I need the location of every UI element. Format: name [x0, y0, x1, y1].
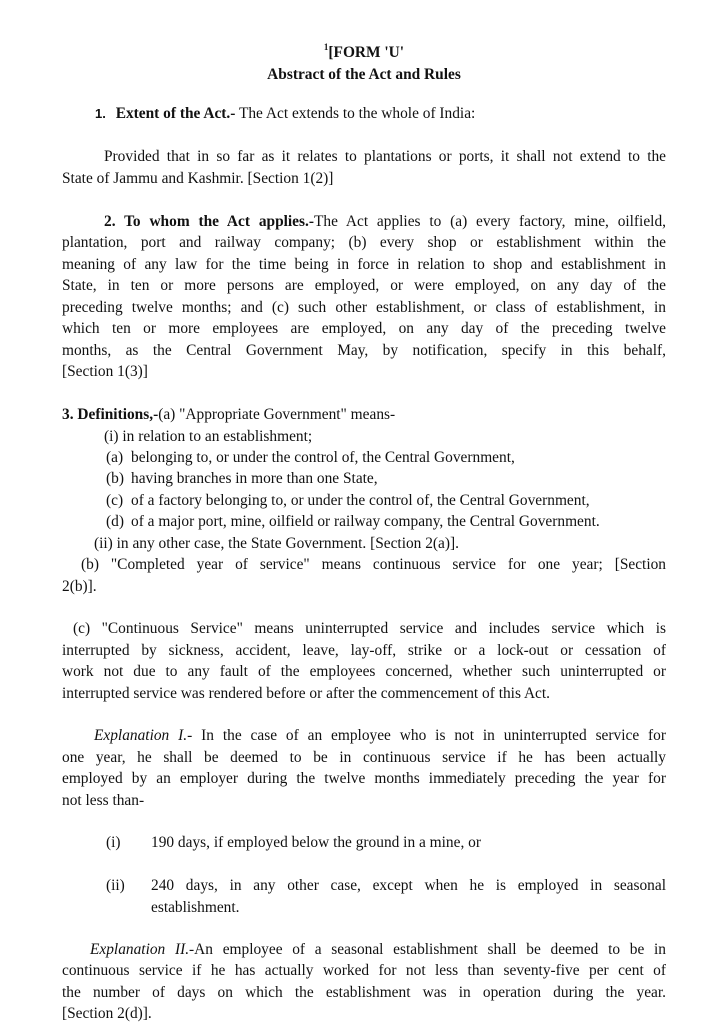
explanation-1-line-1-text: In the case of an employee who is not in uninterrupted service for [192, 727, 666, 744]
definition-a-i: (i) in relation to an establishment; [104, 428, 313, 445]
list-text-d: of a major port, mine, oilfield or railway company, the Central Government. [131, 513, 600, 530]
definition-c-line-4: interrupted service was rendered before or after the commencement of this Act. [62, 685, 551, 702]
definition-a-ii: (ii) in any other case, the State Government. [Section 2(a)]. [94, 535, 459, 552]
explanation-2-line-2: continuous service if he has actually worked for not less than seventy-five per cent of [62, 962, 666, 979]
section-2-line-7: months, as the Central Government May, by notification, specify in this behalf, [62, 342, 666, 359]
explanation-1-item-2-label: (ii) [106, 877, 125, 894]
section-2-line-5: preceding twelve months; and (c) such other establishment, or class of establishment, in [62, 299, 666, 316]
section-1-heading: Extent of the Act.- [115, 105, 236, 122]
list-label-a: (a) [106, 449, 124, 466]
explanation-1-item-2-line-2: establishment. [151, 899, 240, 916]
explanation-1-line-3: employed by an employer during the twelve months immediately preceding the year for [62, 770, 666, 787]
explanation-1-item-1-text: 190 days, if employed below the ground in a mine, or [151, 834, 481, 851]
explanation-2-line-3: the number of days on which the establishment was in operation during the year. [62, 984, 666, 1001]
explanation-1-line-1 [94, 725, 666, 746]
section-1-text: The Act extends to the whole of India: [235, 105, 476, 122]
explanation-1-item-2-line-1: 240 days, in any other case, except when he is employed in seasonal [151, 877, 666, 894]
explanation-2-line-4: [Section 2(d)]. [62, 1005, 152, 1022]
section-2-line-8: [Section 1(3)] [62, 363, 148, 380]
explanation-1-item-1-label: (i) [106, 834, 121, 851]
form-subtitle: Abstract of the Act and Rules [267, 66, 461, 83]
form-title [0, 42, 728, 63]
list-text-b: having branches in more than one State, [131, 470, 378, 487]
explanation-2-label: Explanation II.- [90, 941, 195, 958]
section-3-heading: 3. Definitions,- [62, 406, 159, 423]
section-3-intro: (a) "Appropriate Government" means- [158, 406, 396, 423]
list-text-c: of a factory belonging to, or under the control of, the Central Government, [131, 492, 590, 509]
section-2-line-6: which ten or more employees are employed, on any day of the preceding twelve [62, 320, 666, 337]
section-1-proviso-line-2: State of Jammu and Kashmir. [Section 1(2)] [62, 170, 334, 187]
section-2-line-4: State, in ten or more persons are employed, or were employed, on any day of the [62, 277, 666, 294]
explanation-1-label: Explanation I.- [94, 727, 193, 744]
list-text-a: belonging to, or under the control of, the Central Government, [131, 449, 515, 466]
section-2-line-3: meaning of any law for the time being in force in relation to shop and establishment in [62, 256, 666, 273]
definition-c-line-2: interrupted by sickness, accident, leave, lay-off, strike or a lock-out or cessation of [62, 642, 666, 659]
definition-b-line-2: 2(b)]. [62, 578, 97, 595]
definition-c-line-1: (c) "Continuous Service" means uninterrupted service and includes service which is [73, 620, 666, 637]
section-2-heading: 2. To whom the Act applies.- [104, 213, 314, 230]
list-label-c: (c) [106, 492, 124, 509]
explanation-1-line-4: not less than- [62, 792, 145, 809]
footnote-marker: 1 [323, 41, 329, 52]
explanation-1-line-2: one year, he shall be deemed to be in continuous service if he has been actually [62, 749, 666, 766]
explanation-2-line-1 [90, 939, 666, 960]
section-3-heading-line [62, 404, 395, 425]
list-label-b: (b) [106, 470, 124, 487]
section-2-line-1-text: The Act applies to (a) every factory, mine, oilfield, [313, 213, 666, 230]
section-1-proviso-line-1: Provided that in so far as it relates to plantations or ports, it shall not extend to the [104, 148, 666, 165]
section-1-heading-line [95, 103, 475, 124]
section-1-number: 1. [95, 106, 106, 121]
section-2-line-1 [104, 211, 666, 232]
form-title-text: [FORM 'U' [328, 44, 405, 61]
definition-c-line-3: work not due to any fault of the employees concerned, whether such uninterrupted or [62, 663, 666, 680]
explanation-2-line-1-text: An employee of a seasonal establishment shall be deemed to be in [194, 941, 666, 958]
definition-b-line-1: (b) "Completed year of service" means continuous service for one year; [Section [81, 556, 666, 573]
section-2-line-2: plantation, port and railway company; (b) every shop or establishment within the [62, 234, 666, 251]
list-label-d: (d) [106, 513, 124, 530]
